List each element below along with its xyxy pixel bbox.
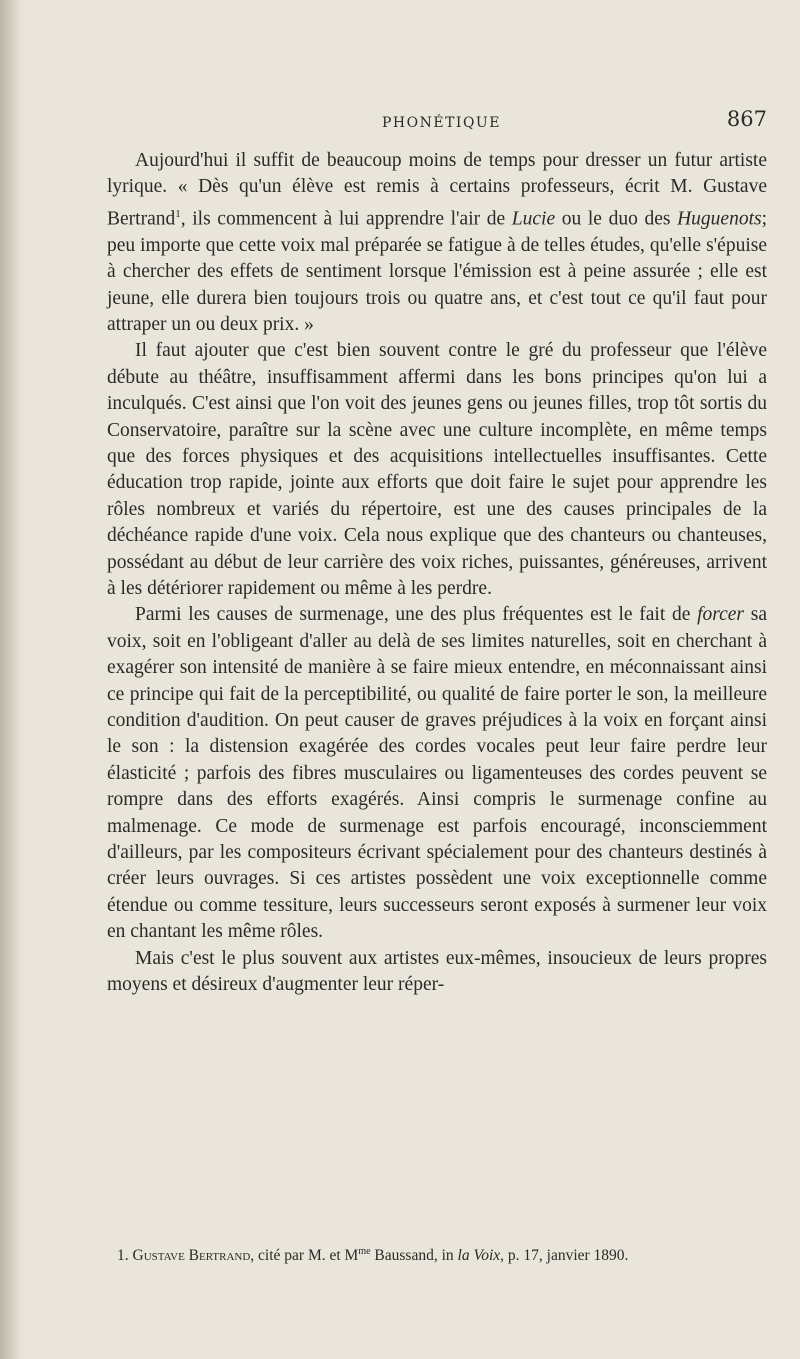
footnote-italic-voix: Voix xyxy=(473,1247,501,1265)
footnote-superscript-me: me xyxy=(358,1246,371,1257)
footnotes xyxy=(107,1240,767,1268)
running-head xyxy=(107,107,767,137)
paragraph-1-text-b: , ils commencent à lui apprendre l'air de xyxy=(180,208,512,230)
footnote-reference: 1 xyxy=(175,207,181,220)
paragraph-3-text-b: sa voix, soit en l'obligeant d'aller au delà de ses limites naturelles, soit en cherchant à exagérer son intensité de manière à se faire mieux entendre, en méconnaissant ainsi ce principe qui fait de la perceptibilité, ou qualité de faire porter le son, la meilleure condition d'audition. On peut causer de graves préjudices à la voix en forçant ainsi le son : la distension exagérée des cordes vocales peut leur faire perdre leur élasticité ; parfois des fibres musculaires ou ligamenteuses des cordes peuvent se rompre dans des efforts exagérés. Ainsi compris le surmenage confine au malmenage. Ce mode de surmenage est parfois encouragé, inconsciemment d'ailleurs, par les compositeurs écrivant spécialement pour des chanteurs destinés à créer leurs ouvrages. Si ces artistes possèdent une voix exceptionnelle comme étendue ou comme tessiture, leurs successeurs seront exposés à surmener leur voix en chantant les même rôles. xyxy=(107,604,767,943)
opera-title-huguenots: Huguenots xyxy=(677,208,762,230)
page-number: 867 xyxy=(726,107,767,131)
footnote-italic-la: la xyxy=(457,1247,470,1265)
footnote-text-b: Baussand, in xyxy=(370,1247,458,1265)
footnote-text-a: , cité par M. et M xyxy=(250,1247,359,1265)
italic-forcer: forcer xyxy=(697,604,745,626)
section-title: PHONÉTIQUE xyxy=(382,115,501,131)
footnote-author: Gustave Bertrand xyxy=(132,1247,251,1265)
footnote-1 xyxy=(107,1240,767,1268)
paragraph-3-text-a: Parmi les causes de surmenage, une des plus fréquentes est le fait de xyxy=(135,604,698,626)
paragraph-1-text-a: Aujourd'hui il suffit de beaucoup moins de temps pour dresser un futur artiste lyrique. « Dès qu'un élève est remis à certains professeurs, écrit M. Gustave Bertrand xyxy=(107,150,767,230)
body-text xyxy=(107,148,767,999)
footnote-number: 1. xyxy=(117,1247,129,1265)
opera-title-lucie: Lucie xyxy=(511,208,556,230)
paragraph-1 xyxy=(107,148,767,338)
paragraph-1-text-c: ou le duo des xyxy=(555,208,678,230)
footnote-text-d: , p. 17, janvier 1890. xyxy=(500,1247,629,1265)
page-binding-edge xyxy=(0,0,22,1359)
paragraph-2: Il faut ajouter que c'est bien souvent contre le gré du professeur que l'élève débute au théâtre, insuffisamment affermi dans les bons principes qu'on lui a inculqués. C'est ainsi que l'on voit des jeunes gens ou jeunes filles, trop tôt sortis du Conservatoire, paraître sur la scène avec une culture incomplète, en même temps que des forces physiques et des acquisitions intellectuelles insuffisantes. Cette éducation trop rapide, jointe aux efforts que doit faire le sujet pour apprendre les rôles nombreux et variés du répertoire, est une des causes principales de la déchéance rapide d'une voix. Cela nous explique que des chanteurs ou chanteuses, possédant au début de leur carrière des voix riches, puissantes, généreuses, arrivent à les détériorer rapidement ou même à les perdre. xyxy=(107,340,767,599)
paragraph-4: Mais c'est le plus souvent aux artistes eux-mêmes, insoucieux de leurs propres moyens et désireux d'augmenter leur réper- xyxy=(107,947,767,996)
paragraph-3 xyxy=(107,602,767,945)
paragraph-1-text-d: ; peu importe que cette voix mal préparée se fatigue à de telles études, qu'elle s'épuise à chercher des effets de sentiment lorsque l'émission est à peine assurée ; elle est jeune, elle durera bien toujours trois ou quatre ans, et c'est tout ce qu'il faut pour attraper un ou deux prix. » xyxy=(107,208,767,335)
